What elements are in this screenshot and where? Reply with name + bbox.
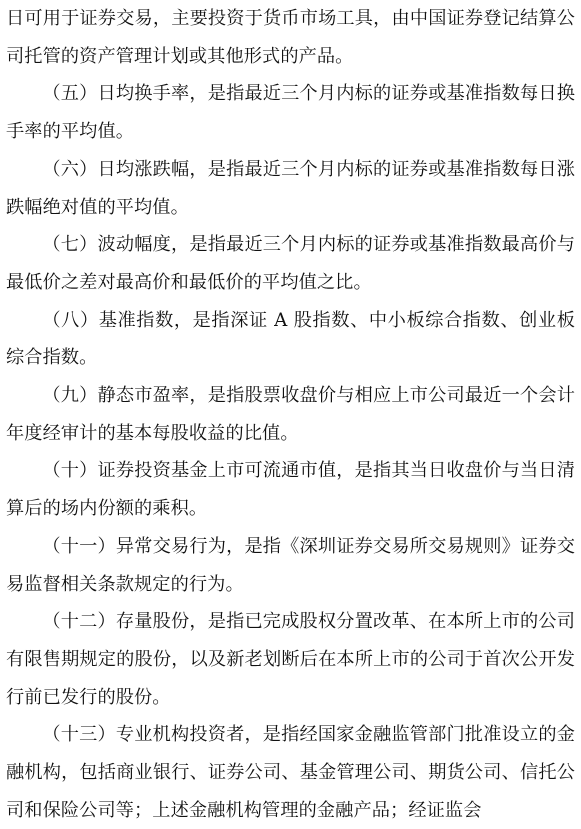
- paragraph-continuation: 日可用于证券交易，主要投资于货币市场工具，由中国证券登记结算公司托管的资产管理计划或其他形式的产品。: [6, 8, 575, 67]
- paragraph-item-6: （六）日均涨跌幅，是指最近三个月内标的证券或基准指数每日涨跌幅绝对值的平均值。: [6, 158, 575, 218]
- paragraph-item-11: （十一）异常交易行为，是指《深圳证券交易所交易规则》证券交易监督相关条款规定的行为。: [6, 535, 575, 595]
- paragraph-item-9: （九）静态市盈率，是指股票收盘价与相应上市公司最近一个会计年度经审计的基本每股收益的比值。: [6, 385, 575, 444]
- paragraph-item-10: （十）证券投资基金上市可流通市值，是指其当日收盘价与当日清算后的场内份额的乘积。: [6, 460, 575, 520]
- paragraph-item-7: （七）波动幅度，是指最近三个月内标的证券或基准指数最高价与最低价之差对最高价和最低价的平均值之比。: [6, 234, 575, 293]
- paragraph-item-5: （五）日均换手率，是指最近三个月内标的证券或基准指数每日换手率的平均值。: [6, 83, 575, 143]
- document-body: [6, 0, 575, 829]
- paragraph-item-12: （十二）存量股份，是指已完成股权分置改革、在本所上市的公司有限售期规定的股份，以及新老划断后在本所上市的公司于首次公开发行前已发行的股份。: [6, 611, 575, 708]
- paragraph-item-13: （十三）专业机构投资者，是指经国家金融监管部门批准设立的金融机构，包括商业银行、证券公司、基金管理公司、期货公司、信托公司和保险公司等；上述金融机构管理的金融产品；经证监会: [6, 724, 575, 821]
- paragraph-item-8: （八）基准指数，是指深证 A 股指数、中小板综合指数、创业板综合指数。: [6, 309, 575, 369]
